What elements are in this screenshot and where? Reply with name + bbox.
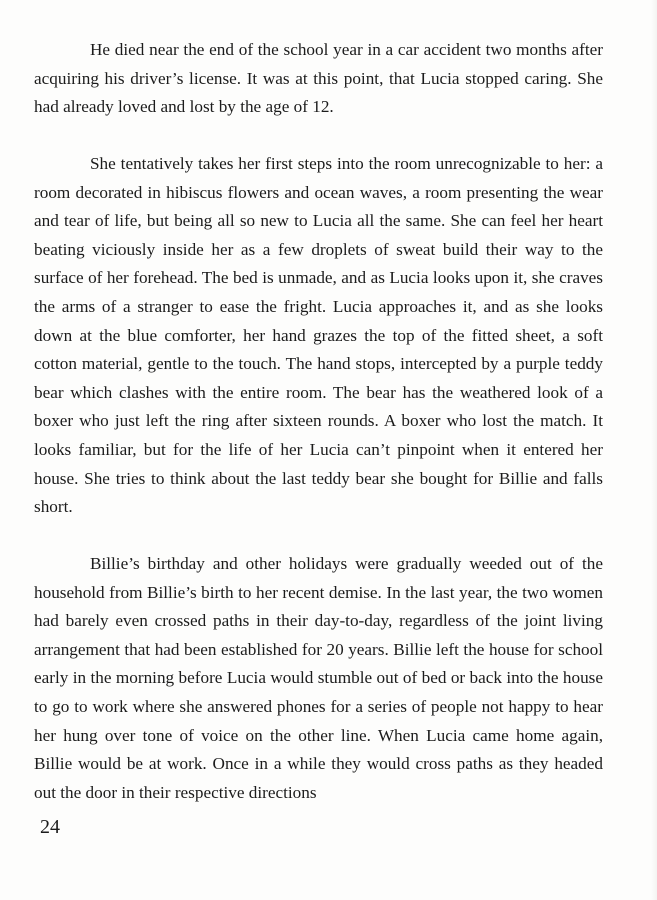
page-number: 24 [40, 816, 60, 838]
text-block-1 [34, 36, 603, 122]
text-block-3 [34, 550, 603, 807]
paragraph-1: He died near the end of the school year in a car accident two months after acquiring his driver’s license. It was at this point, that Lucia stopped caring. She had already loved and lost by the age of 12. [34, 40, 603, 117]
paragraph-2: She tentatively takes her first steps into the room unrecognizable to her: a room decorated in hibiscus flowers and ocean waves, a room presenting the wear and tear of life, but being all so new to Lucia all the same. She can feel her heart beating viciously inside her as a few droplets of sweat build their way to the surface of her forehead. The bed is unmade, and as Lucia looks upon it, she craves the arms of a stranger to ease the fright. Lucia approaches it, and as she looks down at the blue comforter, her hand grazes the top of the fitted sheet, a soft cotton material, gentle to the touch. The hand stops, intercepted by a purple teddy bear which clashes with the entire room. The bear has the weathered look of a boxer who just left the ring after sixteen rounds. A boxer who lost the match. It looks familiar, but for the life of her Lucia can’t pinpoint when it entered her house. She tries to think about the last teddy bear she bought for Billie and falls short. [34, 154, 603, 517]
page-edge-shadow [651, 0, 657, 900]
paragraph-3: Billie’s birthday and other holidays were gradually weeded out of the household from Billie’s birth to her recent demise. In the last year, the two women had barely even crossed paths in their day-to-day, regardless of the joint living arrangement that had been established for 20 years. Billie left the house for school early in the morning before Lucia would stumble out of bed or back into the house to go to work where she answered phones for a series of people not happy to hear her hung over tone of voice on the other line. When Lucia came home again, Billie would be at work. Once in a while they would cross paths as they headed out the door in their respective directions [34, 554, 603, 802]
text-block-2 [34, 150, 603, 522]
